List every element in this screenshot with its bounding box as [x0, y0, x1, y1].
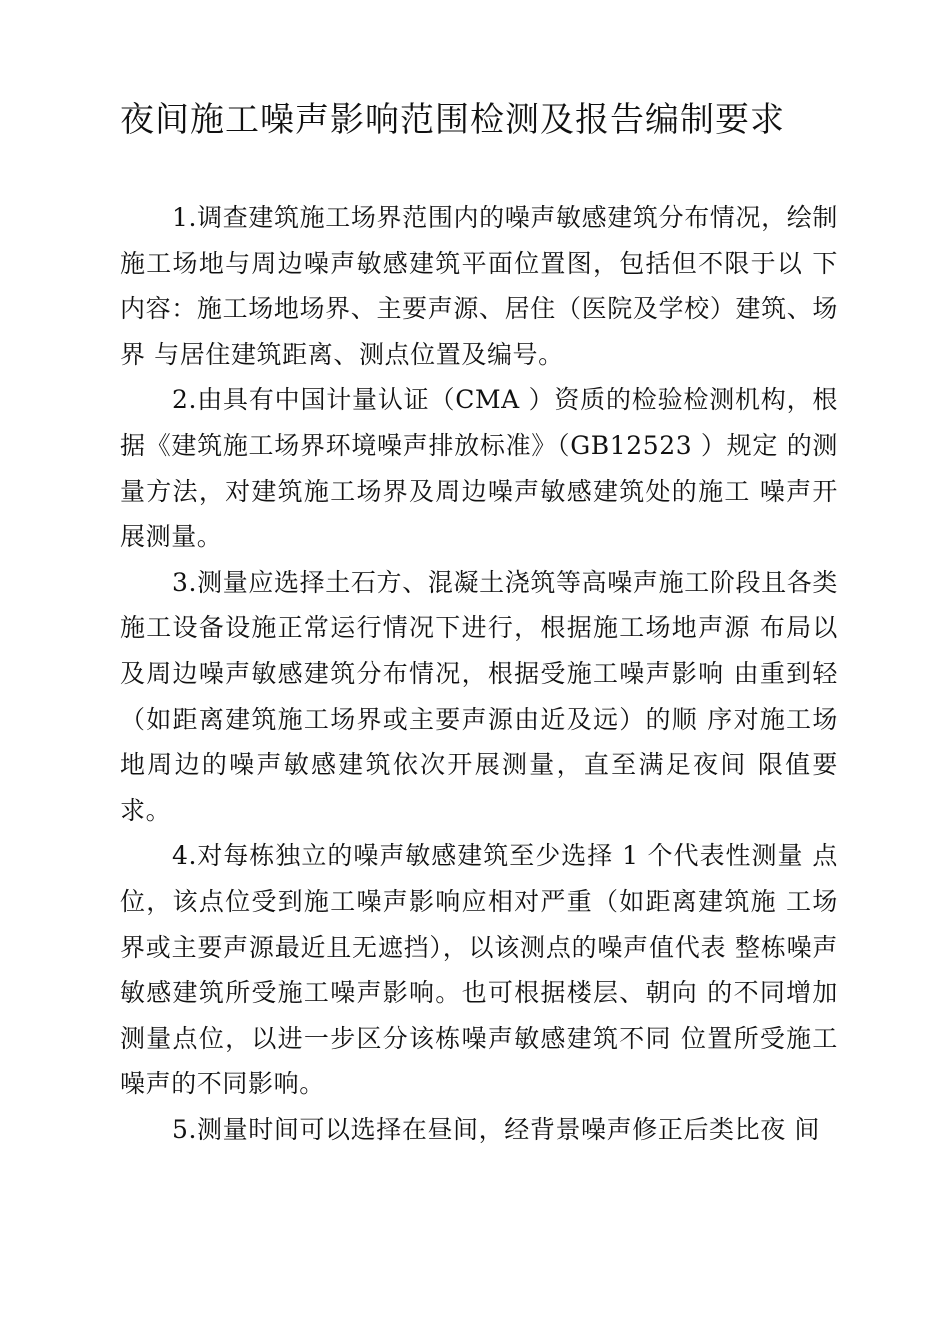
paragraph-2: 2.由具有中国计量认证（CMA ）资质的检验检测机构，根据《建筑施工场界环境噪声排放标准》（GB12523 ）规定 的测量方法，对建筑施工场界及周边噪声敏感建筑处的施工 噪声开展测量。: [120, 385, 838, 552]
document-title: 夜间施工噪声影响范围检测及报告编制要求: [120, 100, 785, 140]
paragraph-1: 1.调查建筑施工场界范围内的噪声敏感建筑分布情况，绘制施工场地与周边噪声敏感建筑平面位置图，包括但不限于以 下内容：施工场地场界、主要声源、居住（医院及学校）建筑、场界 与居住建筑距离、测点位置及编号。: [120, 203, 838, 369]
paragraph-4: 4.对每栋独立的噪声敏感建筑至少选择 1 个代表性测量 点位，该点位受到施工噪声影响应相对严重（如距离建筑施 工场界或主要声源最近且无遮挡），以该测点的噪声值代表 整栋噪声敏感建筑所受施工噪声影响。也可根据楼层、朝向 的不同增加测量点位，以进一步区分该栋噪声敏感建筑不同 位置所受施工噪声的不同影响。: [120, 841, 838, 1099]
paragraph-5: 5.测量时间可以选择在昼间，经背景噪声修正后类比夜 间: [172, 1114, 821, 1144]
paragraph-3: 3.测量应选择土石方、混凝土浇筑等高噪声施工阶段且各类施工设备设施正常运行情况下进行，根据施工场地声源 布局以及周边噪声敏感建筑分布情况，根据受施工噪声影响 由重到轻（如距离建筑施工场界或主要声源由近及远）的顺 序对施工场地周边的噪声敏感建筑依次开展测量，直至满足夜间 限值要求。: [120, 567, 838, 825]
document-body: [120, 195, 838, 1152]
